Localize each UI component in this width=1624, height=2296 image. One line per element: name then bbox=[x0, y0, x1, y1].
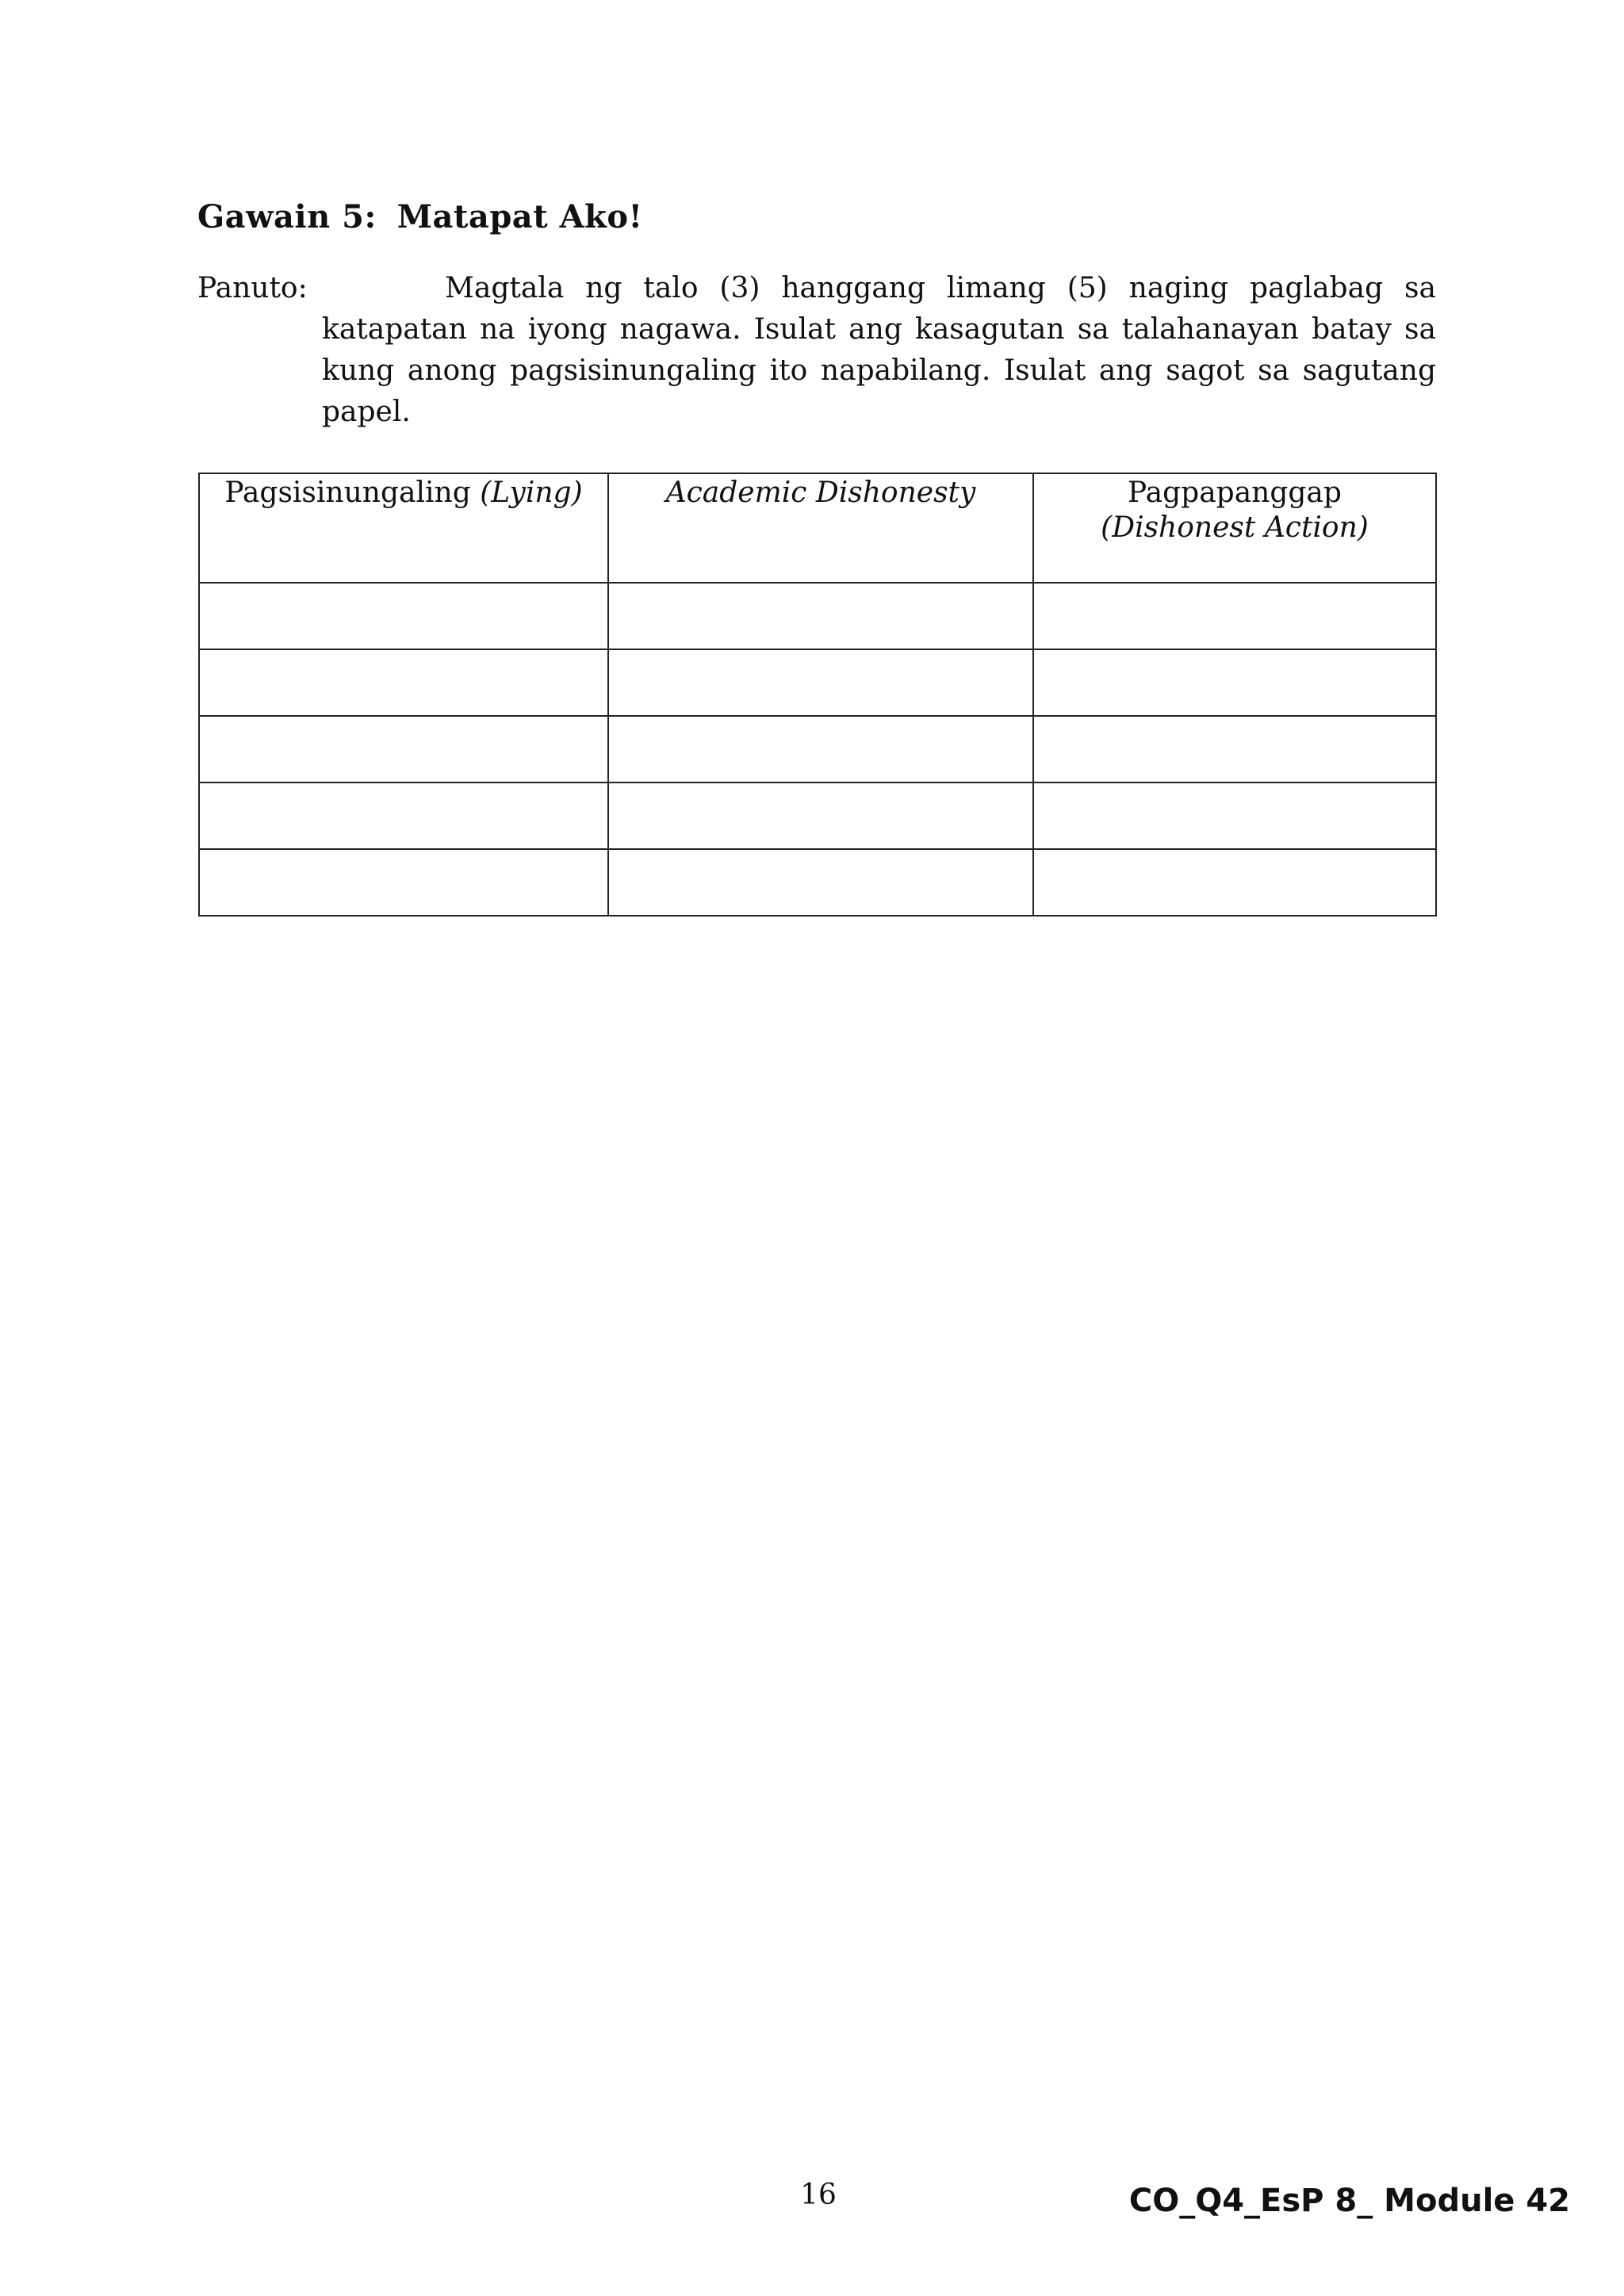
table-row bbox=[199, 783, 1436, 849]
answer-cell[interactable] bbox=[608, 716, 1033, 783]
activity-number: Gawain 5: bbox=[197, 198, 377, 235]
answer-cell[interactable] bbox=[1033, 716, 1436, 783]
answer-table bbox=[198, 473, 1437, 916]
answer-cell[interactable] bbox=[1033, 849, 1436, 916]
answer-cell[interactable] bbox=[199, 649, 608, 716]
answer-cell[interactable] bbox=[608, 649, 1033, 716]
column-header-academic-dishonesty-label: Academic Dishonesty bbox=[665, 476, 976, 509]
column-header-lying-main: Pagsisinungaling bbox=[224, 476, 471, 509]
module-code: CO_Q4_EsP 8_ Module 42 bbox=[1128, 2183, 1570, 2219]
activity-name: Matapat Ako! bbox=[396, 198, 643, 235]
answer-cell[interactable] bbox=[199, 783, 608, 849]
page-number: 16 bbox=[800, 2179, 837, 2211]
answer-cell[interactable] bbox=[199, 583, 608, 649]
column-header-lying-sub: (Lying) bbox=[480, 476, 583, 509]
column-header-dishonest-action-sub: (Dishonest Action) bbox=[1101, 511, 1369, 544]
answer-cell[interactable] bbox=[199, 716, 608, 783]
table-header-row bbox=[199, 473, 1436, 583]
column-header-lying bbox=[199, 473, 608, 583]
column-header-dishonest-action-main: Pagpapanggap bbox=[1128, 476, 1342, 509]
answer-cell[interactable] bbox=[1033, 583, 1436, 649]
answer-cell[interactable] bbox=[1033, 649, 1436, 716]
table-row bbox=[199, 716, 1436, 783]
table-row bbox=[199, 583, 1436, 649]
column-header-academic-dishonesty bbox=[608, 473, 1033, 583]
answer-cell[interactable] bbox=[1033, 783, 1436, 849]
instructions-label: Panuto: bbox=[197, 272, 308, 304]
answer-cell[interactable] bbox=[199, 849, 608, 916]
answer-cell[interactable] bbox=[608, 583, 1033, 649]
column-header-dishonest-action bbox=[1033, 473, 1436, 583]
activity-title bbox=[197, 198, 643, 235]
answer-cell[interactable] bbox=[608, 849, 1033, 916]
instructions bbox=[197, 268, 1436, 433]
table-row bbox=[199, 849, 1436, 916]
table-row bbox=[199, 649, 1436, 716]
instructions-text: Magtala ng talo (3) hanggang limang (5) naging paglabag sa katapatan na iyong nagawa. Isulat ang kasagutan sa talahanayan batay sa kung anong pagsisinungaling ito napabilang. Isulat ang sagot sa sagutang papel. bbox=[322, 272, 1436, 428]
answer-cell[interactable] bbox=[608, 783, 1033, 849]
